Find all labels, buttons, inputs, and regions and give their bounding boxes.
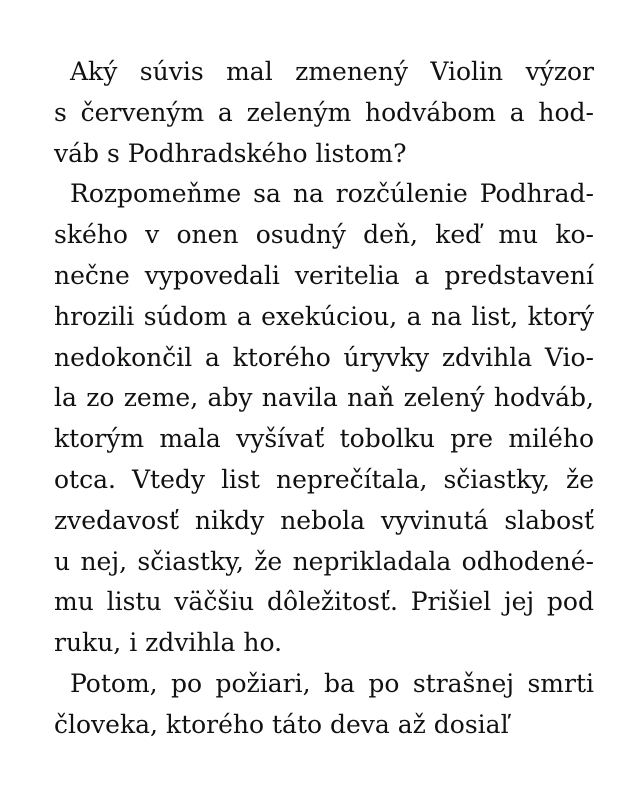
text-line: otca. Vtedy list neprečítala, sčiastky, že xyxy=(54,464,594,494)
text-line: la zo zeme, aby navila naň zelený hodváb, xyxy=(54,383,594,413)
text-line-paragraph-end: váb s Podhradského listom? xyxy=(54,138,407,168)
book-page xyxy=(54,52,594,746)
text-line: nečne vypovedali veritelia a predstavení xyxy=(54,260,594,290)
text-line: u nej, sčiastky, že neprikladala odhodené- xyxy=(54,546,594,576)
text-line-paragraph-start: Rozpomeňme sa na rozčúlenie Podhrad- xyxy=(70,179,594,209)
text-line-paragraph-start: Potom, po požiari, ba po strašnej smrti xyxy=(70,668,594,698)
text-line: mu listu väčšiu dôležitosť. Prišiel jej pod xyxy=(54,587,594,617)
text-line-paragraph-end: ruku, i zdvihla ho. xyxy=(54,628,283,658)
text-line: ktorým mala vyšívať tobolku pre milého xyxy=(54,424,594,454)
text-line: ského v onen osudný deň, keď mu ko- xyxy=(54,220,594,250)
text-line: hrozili súdom a exekúciou, a na list, ktorý xyxy=(54,301,594,331)
text-line: zvedavosť nikdy nebola vyvinutá slabosť xyxy=(54,505,594,535)
text-line: nedokončil a ktorého úryvky zdvihla Vio- xyxy=(54,342,594,372)
text-line-paragraph-start: Aký súvis mal zmenený Violin výzor xyxy=(70,57,594,86)
text-line: človeka, ktorého táto deva až dosiaľ xyxy=(54,709,509,739)
text-line: s červeným a zeleným hodvábom a hod- xyxy=(54,97,594,127)
